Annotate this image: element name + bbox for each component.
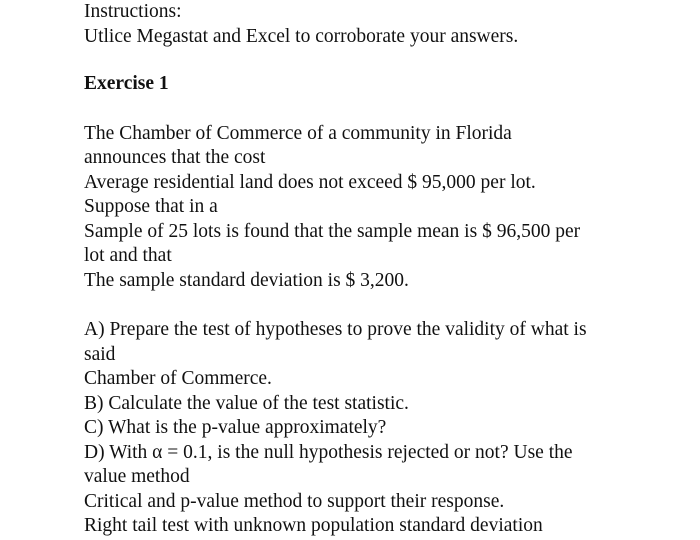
question-line: said bbox=[84, 343, 116, 365]
problem-line: Sample of 25 lots is found that the sample mean is $ 96,500 per bbox=[84, 220, 581, 242]
question-line: value method bbox=[84, 466, 190, 487]
question-line: C) What is the p-value approximately? bbox=[84, 417, 387, 438]
question-line: B) Calculate the value of the test statistic. bbox=[84, 392, 409, 414]
problem-line: lot and that bbox=[84, 245, 172, 266]
instructions-text: Utlice Megastat and Excel to corroborate your answers. bbox=[84, 25, 519, 47]
question-line: A) Prepare the test of hypotheses to prove the validity of what is bbox=[84, 319, 587, 340]
question-line: Critical and p-value method to support their response. bbox=[84, 490, 505, 512]
problem-line: announces that the cost bbox=[84, 147, 266, 168]
problem-line: The Chamber of Commerce of a community in Florida bbox=[84, 122, 512, 144]
question-line: Right tail test with unknown population standard deviation bbox=[84, 515, 543, 536]
document-body bbox=[84, 0, 684, 539]
question-line: D) With α = 0.1, is the null hypothesis rejected or not? Use the bbox=[84, 441, 573, 463]
exercise-title: Exercise 1 bbox=[84, 73, 169, 94]
problem-line: Suppose that in a bbox=[84, 196, 218, 217]
problem-line: The sample standard deviation is $ 3,200. bbox=[84, 269, 409, 291]
question-line: Chamber of Commerce. bbox=[84, 368, 272, 389]
problem-line: Average residential land does not exceed $ 95,000 per lot. bbox=[84, 171, 536, 193]
problem-statement bbox=[84, 122, 684, 294]
question-list bbox=[84, 318, 684, 539]
instructions-heading: Instructions: bbox=[84, 1, 182, 22]
